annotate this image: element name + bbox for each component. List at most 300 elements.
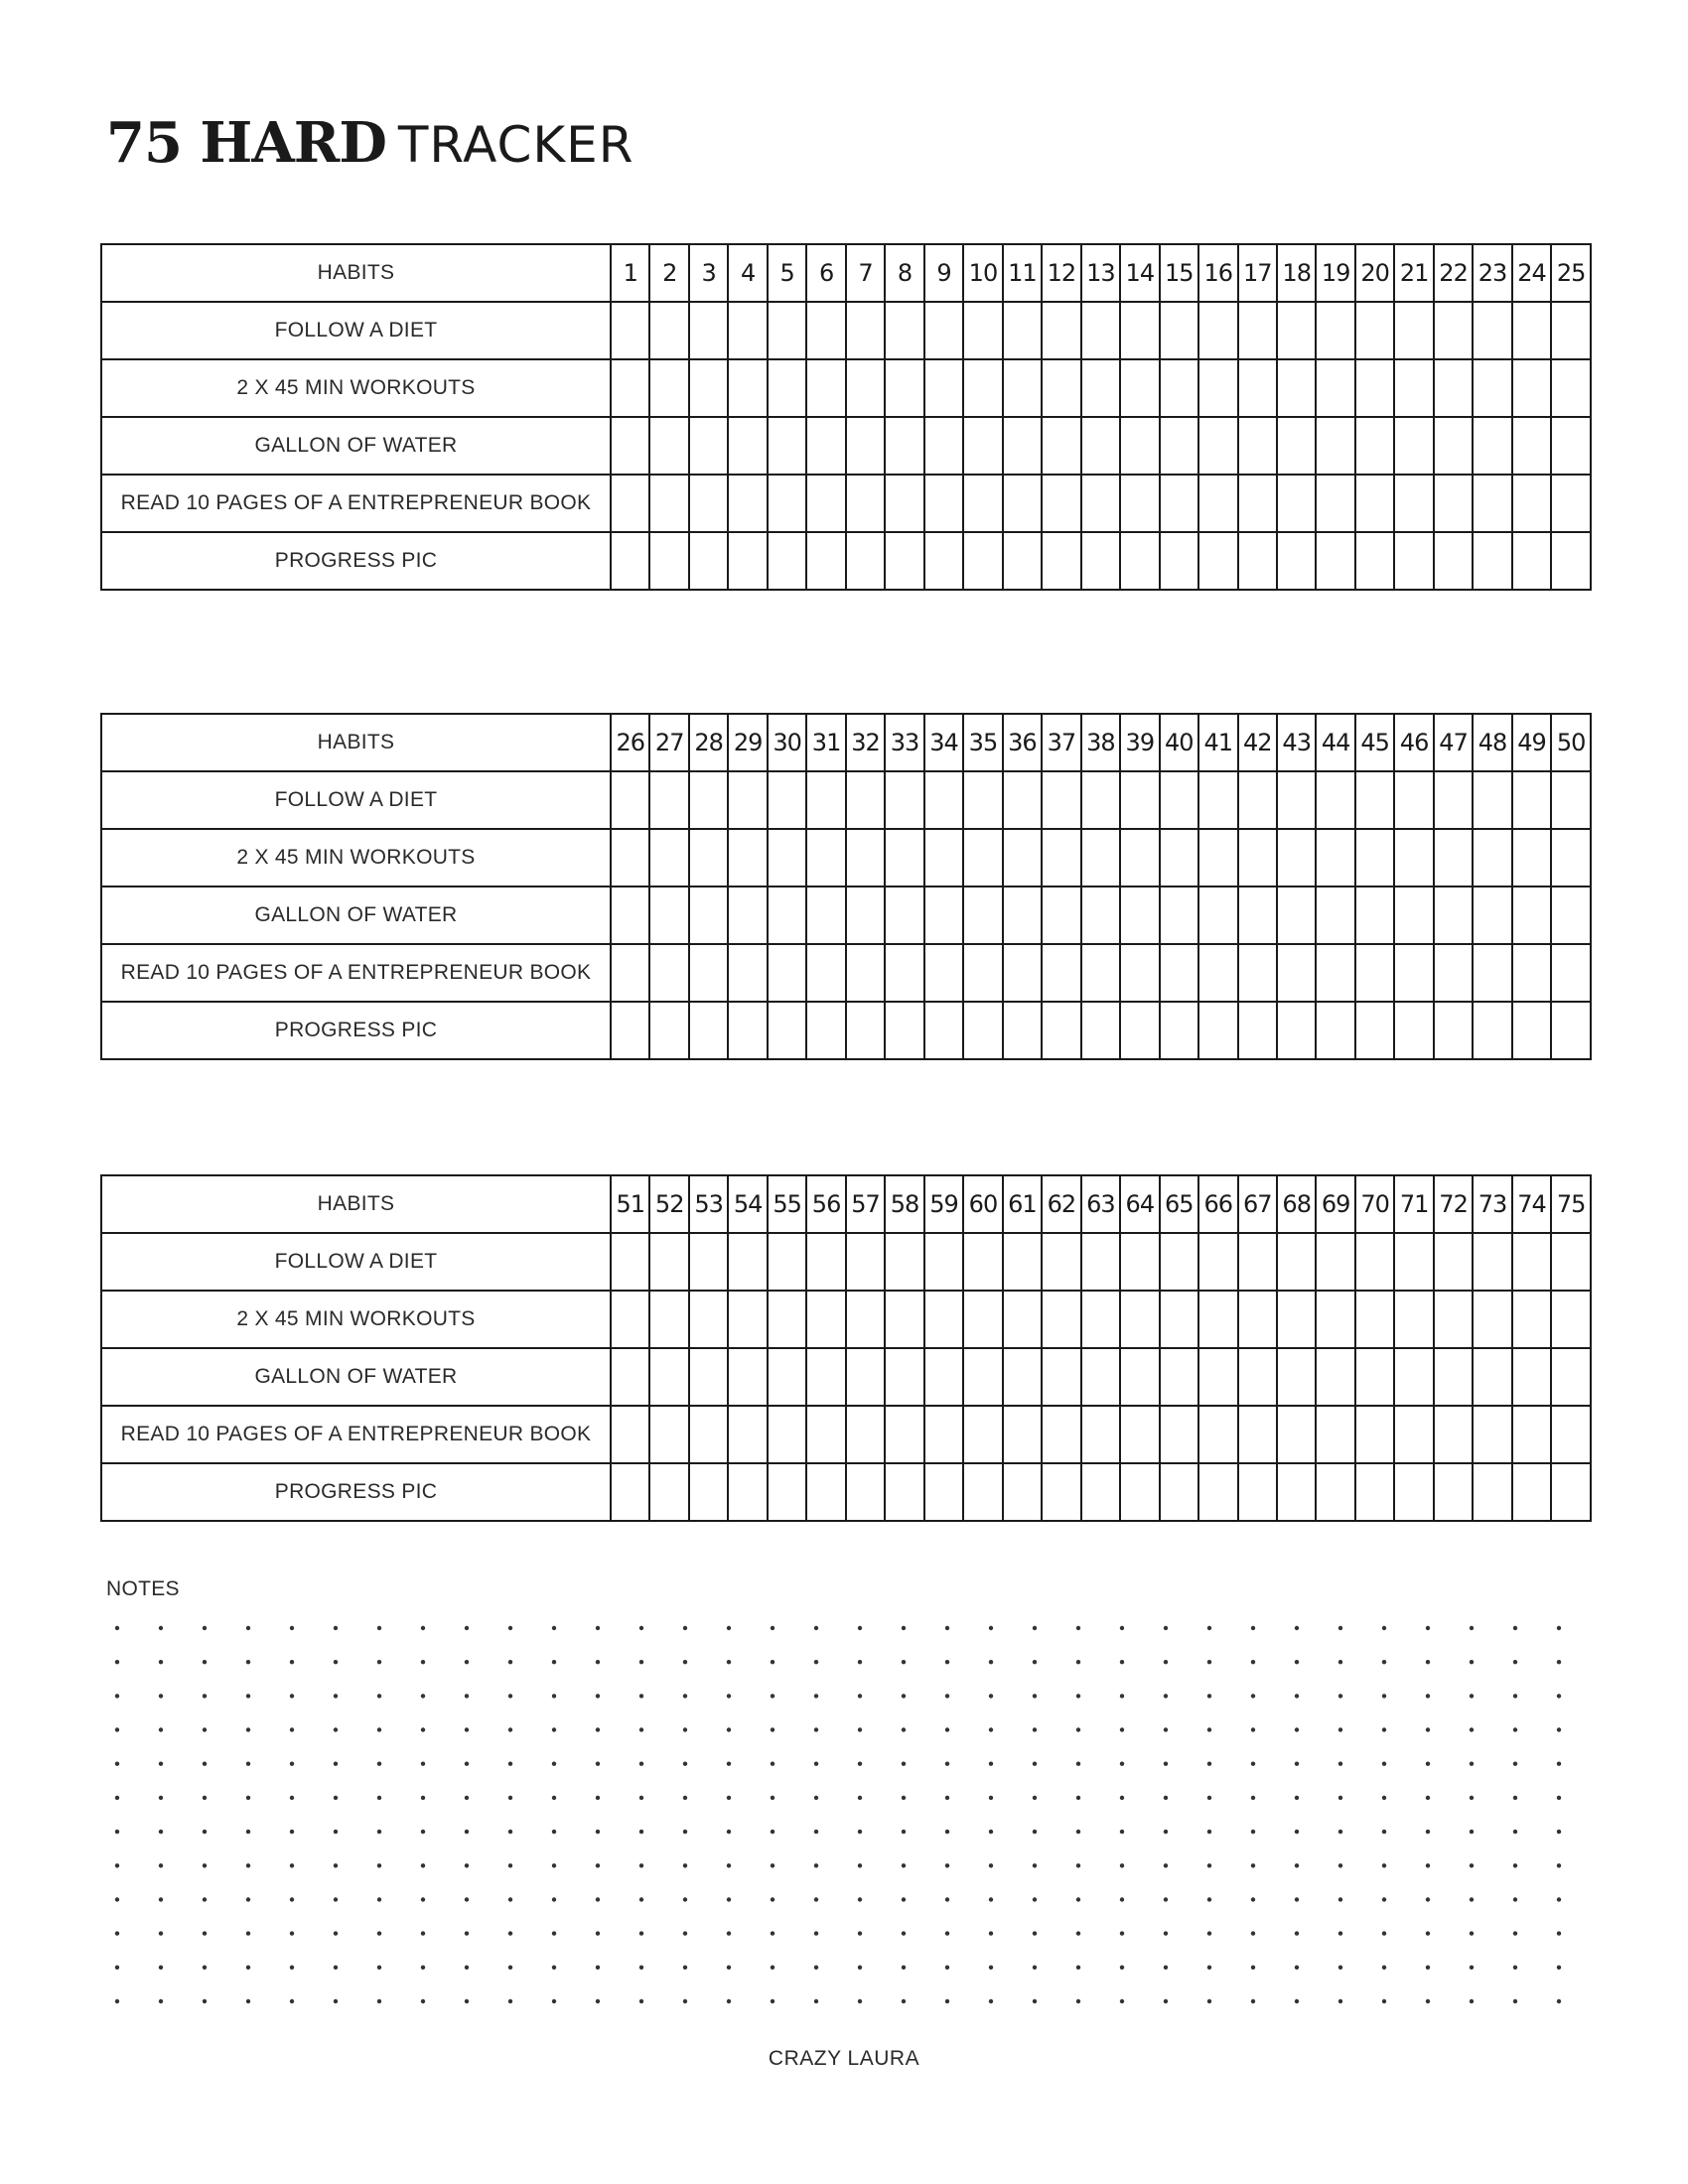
check-box[interactable] — [885, 771, 923, 829]
check-box[interactable] — [963, 417, 1002, 475]
check-box[interactable] — [1512, 887, 1551, 944]
check-box[interactable] — [1355, 302, 1394, 359]
check-box[interactable] — [689, 1406, 728, 1463]
check-box[interactable] — [1160, 1348, 1198, 1406]
check-box[interactable] — [768, 532, 806, 590]
check-box[interactable] — [885, 829, 923, 887]
check-box[interactable] — [924, 417, 963, 475]
check-box[interactable] — [1081, 771, 1120, 829]
check-box[interactable] — [885, 1348, 923, 1406]
check-box[interactable] — [1394, 359, 1433, 417]
check-box[interactable] — [728, 359, 767, 417]
check-box[interactable] — [1160, 771, 1198, 829]
check-box[interactable] — [885, 944, 923, 1002]
check-box[interactable] — [1198, 1406, 1237, 1463]
check-box[interactable] — [1003, 1406, 1042, 1463]
check-box[interactable] — [1160, 1406, 1198, 1463]
check-box[interactable] — [1473, 1002, 1511, 1059]
check-box[interactable] — [1512, 417, 1551, 475]
check-box[interactable] — [649, 829, 688, 887]
check-box[interactable] — [846, 1406, 885, 1463]
check-box[interactable] — [1277, 475, 1316, 532]
check-box[interactable] — [1473, 944, 1511, 1002]
check-box[interactable] — [1003, 532, 1042, 590]
check-box[interactable] — [963, 1406, 1002, 1463]
check-box[interactable] — [1434, 944, 1473, 1002]
check-box[interactable] — [649, 302, 688, 359]
check-box[interactable] — [689, 771, 728, 829]
check-box[interactable] — [1355, 1348, 1394, 1406]
check-box[interactable] — [924, 944, 963, 1002]
check-box[interactable] — [1277, 359, 1316, 417]
check-box[interactable] — [1238, 1348, 1277, 1406]
check-box[interactable] — [1355, 887, 1394, 944]
check-box[interactable] — [1316, 771, 1354, 829]
check-box[interactable] — [1512, 1348, 1551, 1406]
check-box[interactable] — [1238, 829, 1277, 887]
check-box[interactable] — [1238, 359, 1277, 417]
check-box[interactable] — [1238, 887, 1277, 944]
check-box[interactable] — [689, 417, 728, 475]
check-box[interactable] — [728, 417, 767, 475]
check-box[interactable] — [1512, 944, 1551, 1002]
check-box[interactable] — [1316, 1291, 1354, 1348]
check-box[interactable] — [806, 532, 845, 590]
check-box[interactable] — [1512, 1233, 1551, 1291]
check-box[interactable] — [728, 771, 767, 829]
check-box[interactable] — [1551, 417, 1591, 475]
check-box[interactable] — [1238, 771, 1277, 829]
check-box[interactable] — [1003, 1002, 1042, 1059]
check-box[interactable] — [1277, 829, 1316, 887]
check-box[interactable] — [1551, 1463, 1591, 1521]
check-box[interactable] — [806, 771, 845, 829]
notes-dot-grid[interactable] — [109, 1620, 1579, 2017]
check-box[interactable] — [924, 1291, 963, 1348]
check-box[interactable] — [1512, 302, 1551, 359]
check-box[interactable] — [1473, 1463, 1511, 1521]
check-box[interactable] — [768, 771, 806, 829]
check-box[interactable] — [1316, 532, 1354, 590]
check-box[interactable] — [611, 302, 649, 359]
check-box[interactable] — [1160, 302, 1198, 359]
check-box[interactable] — [1198, 302, 1237, 359]
check-box[interactable] — [689, 944, 728, 1002]
check-box[interactable] — [1042, 1348, 1080, 1406]
check-box[interactable] — [1003, 1233, 1042, 1291]
check-box[interactable] — [885, 475, 923, 532]
check-box[interactable] — [1473, 887, 1511, 944]
check-box[interactable] — [1394, 1002, 1433, 1059]
check-box[interactable] — [1316, 887, 1354, 944]
check-box[interactable] — [1003, 1463, 1042, 1521]
check-box[interactable] — [924, 1463, 963, 1521]
check-box[interactable] — [611, 1463, 649, 1521]
check-box[interactable] — [1238, 302, 1277, 359]
check-box[interactable] — [1081, 1291, 1120, 1348]
check-box[interactable] — [1120, 1291, 1159, 1348]
check-box[interactable] — [1473, 1233, 1511, 1291]
check-box[interactable] — [1551, 829, 1591, 887]
check-box[interactable] — [1160, 1291, 1198, 1348]
check-box[interactable] — [728, 1348, 767, 1406]
check-box[interactable] — [1434, 359, 1473, 417]
check-box[interactable] — [924, 532, 963, 590]
check-box[interactable] — [806, 1002, 845, 1059]
check-box[interactable] — [846, 829, 885, 887]
check-box[interactable] — [1355, 417, 1394, 475]
check-box[interactable] — [1081, 829, 1120, 887]
check-box[interactable] — [1198, 1233, 1237, 1291]
check-box[interactable] — [1081, 944, 1120, 1002]
check-box[interactable] — [1160, 1002, 1198, 1059]
check-box[interactable] — [1120, 1348, 1159, 1406]
check-box[interactable] — [1081, 1406, 1120, 1463]
check-box[interactable] — [1394, 1348, 1433, 1406]
check-box[interactable] — [611, 1348, 649, 1406]
check-box[interactable] — [1434, 829, 1473, 887]
check-box[interactable] — [1003, 302, 1042, 359]
check-box[interactable] — [1042, 771, 1080, 829]
check-box[interactable] — [885, 1463, 923, 1521]
check-box[interactable] — [1081, 302, 1120, 359]
check-box[interactable] — [1355, 944, 1394, 1002]
check-box[interactable] — [1316, 829, 1354, 887]
check-box[interactable] — [1316, 417, 1354, 475]
check-box[interactable] — [1551, 1002, 1591, 1059]
check-box[interactable] — [963, 302, 1002, 359]
check-box[interactable] — [924, 1406, 963, 1463]
check-box[interactable] — [1434, 1233, 1473, 1291]
check-box[interactable] — [1512, 829, 1551, 887]
check-box[interactable] — [611, 359, 649, 417]
check-box[interactable] — [689, 1002, 728, 1059]
check-box[interactable] — [1160, 1463, 1198, 1521]
check-box[interactable] — [611, 532, 649, 590]
check-box[interactable] — [1551, 302, 1591, 359]
check-box[interactable] — [1042, 1233, 1080, 1291]
check-box[interactable] — [768, 1291, 806, 1348]
check-box[interactable] — [1160, 829, 1198, 887]
check-box[interactable] — [1473, 532, 1511, 590]
check-box[interactable] — [885, 532, 923, 590]
check-box[interactable] — [1355, 1406, 1394, 1463]
check-box[interactable] — [1198, 417, 1237, 475]
check-box[interactable] — [1473, 1291, 1511, 1348]
check-box[interactable] — [649, 1406, 688, 1463]
check-box[interactable] — [1316, 359, 1354, 417]
check-box[interactable] — [1081, 1233, 1120, 1291]
check-box[interactable] — [1551, 771, 1591, 829]
check-box[interactable] — [689, 475, 728, 532]
check-box[interactable] — [728, 532, 767, 590]
check-box[interactable] — [1394, 887, 1433, 944]
check-box[interactable] — [1277, 1348, 1316, 1406]
check-box[interactable] — [1042, 532, 1080, 590]
check-box[interactable] — [1473, 475, 1511, 532]
check-box[interactable] — [885, 1406, 923, 1463]
check-box[interactable] — [885, 887, 923, 944]
check-box[interactable] — [768, 1233, 806, 1291]
check-box[interactable] — [1434, 1002, 1473, 1059]
check-box[interactable] — [963, 829, 1002, 887]
check-box[interactable] — [1394, 771, 1433, 829]
check-box[interactable] — [728, 1002, 767, 1059]
check-box[interactable] — [1394, 475, 1433, 532]
check-box[interactable] — [1551, 1233, 1591, 1291]
check-box[interactable] — [846, 887, 885, 944]
check-box[interactable] — [1120, 1463, 1159, 1521]
check-box[interactable] — [649, 417, 688, 475]
check-box[interactable] — [806, 417, 845, 475]
check-box[interactable] — [1434, 1291, 1473, 1348]
check-box[interactable] — [1277, 887, 1316, 944]
check-box[interactable] — [1198, 829, 1237, 887]
check-box[interactable] — [1434, 532, 1473, 590]
check-box[interactable] — [689, 1463, 728, 1521]
check-box[interactable] — [963, 887, 1002, 944]
check-box[interactable] — [1434, 1406, 1473, 1463]
check-box[interactable] — [806, 1406, 845, 1463]
check-box[interactable] — [924, 1002, 963, 1059]
check-box[interactable] — [1198, 1291, 1237, 1348]
check-box[interactable] — [1238, 417, 1277, 475]
check-box[interactable] — [649, 1291, 688, 1348]
check-box[interactable] — [649, 359, 688, 417]
check-box[interactable] — [1120, 829, 1159, 887]
check-box[interactable] — [1042, 829, 1080, 887]
check-box[interactable] — [1355, 532, 1394, 590]
check-box[interactable] — [1551, 475, 1591, 532]
check-box[interactable] — [1434, 771, 1473, 829]
check-box[interactable] — [1512, 1463, 1551, 1521]
check-box[interactable] — [649, 944, 688, 1002]
check-box[interactable] — [1120, 944, 1159, 1002]
check-box[interactable] — [1081, 887, 1120, 944]
check-box[interactable] — [1394, 1233, 1433, 1291]
check-box[interactable] — [885, 302, 923, 359]
check-box[interactable] — [1042, 1463, 1080, 1521]
check-box[interactable] — [1238, 1233, 1277, 1291]
check-box[interactable] — [924, 1348, 963, 1406]
check-box[interactable] — [768, 1406, 806, 1463]
check-box[interactable] — [924, 302, 963, 359]
check-box[interactable] — [1551, 1291, 1591, 1348]
check-box[interactable] — [1120, 532, 1159, 590]
check-box[interactable] — [1434, 1463, 1473, 1521]
check-box[interactable] — [846, 1463, 885, 1521]
check-box[interactable] — [1355, 359, 1394, 417]
check-box[interactable] — [649, 475, 688, 532]
check-box[interactable] — [885, 1291, 923, 1348]
check-box[interactable] — [1473, 771, 1511, 829]
check-box[interactable] — [885, 1233, 923, 1291]
check-box[interactable] — [1238, 1406, 1277, 1463]
check-box[interactable] — [1042, 887, 1080, 944]
check-box[interactable] — [649, 887, 688, 944]
check-box[interactable] — [1551, 887, 1591, 944]
check-box[interactable] — [649, 1348, 688, 1406]
check-box[interactable] — [1394, 829, 1433, 887]
check-box[interactable] — [611, 475, 649, 532]
check-box[interactable] — [924, 829, 963, 887]
check-box[interactable] — [846, 944, 885, 1002]
check-box[interactable] — [1198, 1463, 1237, 1521]
check-box[interactable] — [963, 1233, 1002, 1291]
check-box[interactable] — [728, 1463, 767, 1521]
check-box[interactable] — [1512, 475, 1551, 532]
check-box[interactable] — [649, 771, 688, 829]
check-box[interactable] — [1355, 475, 1394, 532]
check-box[interactable] — [1512, 1291, 1551, 1348]
check-box[interactable] — [611, 1406, 649, 1463]
check-box[interactable] — [1512, 1406, 1551, 1463]
check-box[interactable] — [963, 1463, 1002, 1521]
check-box[interactable] — [1081, 1463, 1120, 1521]
check-box[interactable] — [1003, 1291, 1042, 1348]
check-box[interactable] — [1081, 417, 1120, 475]
check-box[interactable] — [1394, 1463, 1433, 1521]
check-box[interactable] — [1316, 1406, 1354, 1463]
check-box[interactable] — [963, 1002, 1002, 1059]
check-box[interactable] — [1355, 1002, 1394, 1059]
check-box[interactable] — [611, 887, 649, 944]
check-box[interactable] — [1042, 302, 1080, 359]
check-box[interactable] — [963, 771, 1002, 829]
check-box[interactable] — [806, 359, 845, 417]
check-box[interactable] — [1277, 771, 1316, 829]
check-box[interactable] — [924, 1233, 963, 1291]
check-box[interactable] — [846, 475, 885, 532]
check-box[interactable] — [1003, 829, 1042, 887]
check-box[interactable] — [768, 475, 806, 532]
check-box[interactable] — [1316, 944, 1354, 1002]
check-box[interactable] — [1473, 1406, 1511, 1463]
check-box[interactable] — [768, 829, 806, 887]
check-box[interactable] — [768, 1002, 806, 1059]
check-box[interactable] — [611, 944, 649, 1002]
check-box[interactable] — [689, 887, 728, 944]
check-box[interactable] — [1120, 1406, 1159, 1463]
check-box[interactable] — [1473, 1348, 1511, 1406]
check-box[interactable] — [806, 1233, 845, 1291]
check-box[interactable] — [611, 1002, 649, 1059]
check-box[interactable] — [1120, 359, 1159, 417]
check-box[interactable] — [1003, 475, 1042, 532]
check-box[interactable] — [963, 944, 1002, 1002]
check-box[interactable] — [689, 1233, 728, 1291]
check-box[interactable] — [1081, 1002, 1120, 1059]
check-box[interactable] — [768, 1463, 806, 1521]
check-box[interactable] — [1394, 417, 1433, 475]
check-box[interactable] — [611, 829, 649, 887]
check-box[interactable] — [1042, 359, 1080, 417]
check-box[interactable] — [806, 1348, 845, 1406]
check-box[interactable] — [1160, 532, 1198, 590]
check-box[interactable] — [1473, 417, 1511, 475]
check-box[interactable] — [846, 302, 885, 359]
check-box[interactable] — [1277, 1002, 1316, 1059]
check-box[interactable] — [1277, 532, 1316, 590]
check-box[interactable] — [1355, 1291, 1394, 1348]
check-box[interactable] — [806, 1463, 845, 1521]
check-box[interactable] — [806, 1291, 845, 1348]
check-box[interactable] — [689, 829, 728, 887]
check-box[interactable] — [1316, 302, 1354, 359]
check-box[interactable] — [1316, 475, 1354, 532]
check-box[interactable] — [1198, 771, 1237, 829]
check-box[interactable] — [1198, 887, 1237, 944]
check-box[interactable] — [1081, 475, 1120, 532]
check-box[interactable] — [1316, 1233, 1354, 1291]
check-box[interactable] — [963, 359, 1002, 417]
check-box[interactable] — [728, 1233, 767, 1291]
check-box[interactable] — [1003, 887, 1042, 944]
check-box[interactable] — [1473, 359, 1511, 417]
check-box[interactable] — [1120, 1002, 1159, 1059]
check-box[interactable] — [1316, 1463, 1354, 1521]
check-box[interactable] — [728, 1291, 767, 1348]
check-box[interactable] — [689, 532, 728, 590]
check-box[interactable] — [768, 302, 806, 359]
check-box[interactable] — [1512, 1002, 1551, 1059]
check-box[interactable] — [1277, 944, 1316, 1002]
check-box[interactable] — [963, 475, 1002, 532]
check-box[interactable] — [1277, 1406, 1316, 1463]
check-box[interactable] — [806, 302, 845, 359]
check-box[interactable] — [806, 475, 845, 532]
check-box[interactable] — [1003, 771, 1042, 829]
check-box[interactable] — [1277, 417, 1316, 475]
check-box[interactable] — [768, 1348, 806, 1406]
check-box[interactable] — [1198, 944, 1237, 1002]
check-box[interactable] — [649, 1463, 688, 1521]
check-box[interactable] — [1355, 771, 1394, 829]
check-box[interactable] — [1434, 475, 1473, 532]
check-box[interactable] — [689, 1291, 728, 1348]
check-box[interactable] — [1081, 1348, 1120, 1406]
check-box[interactable] — [1434, 1348, 1473, 1406]
check-box[interactable] — [1081, 532, 1120, 590]
check-box[interactable] — [1512, 359, 1551, 417]
check-box[interactable] — [649, 1002, 688, 1059]
check-box[interactable] — [1394, 302, 1433, 359]
check-box[interactable] — [806, 829, 845, 887]
check-box[interactable] — [1394, 532, 1433, 590]
check-box[interactable] — [728, 1406, 767, 1463]
check-box[interactable] — [1434, 417, 1473, 475]
check-box[interactable] — [649, 1233, 688, 1291]
check-box[interactable] — [768, 359, 806, 417]
check-box[interactable] — [1198, 532, 1237, 590]
check-box[interactable] — [1120, 887, 1159, 944]
check-box[interactable] — [963, 1291, 1002, 1348]
check-box[interactable] — [963, 1348, 1002, 1406]
check-box[interactable] — [924, 475, 963, 532]
check-box[interactable] — [1355, 1463, 1394, 1521]
check-box[interactable] — [1238, 475, 1277, 532]
check-box[interactable] — [1042, 1002, 1080, 1059]
check-box[interactable] — [1277, 1291, 1316, 1348]
check-box[interactable] — [846, 359, 885, 417]
check-box[interactable] — [1277, 302, 1316, 359]
check-box[interactable] — [846, 1348, 885, 1406]
check-box[interactable] — [885, 359, 923, 417]
check-box[interactable] — [768, 887, 806, 944]
check-box[interactable] — [1238, 1002, 1277, 1059]
check-box[interactable] — [846, 417, 885, 475]
check-box[interactable] — [1198, 1002, 1237, 1059]
